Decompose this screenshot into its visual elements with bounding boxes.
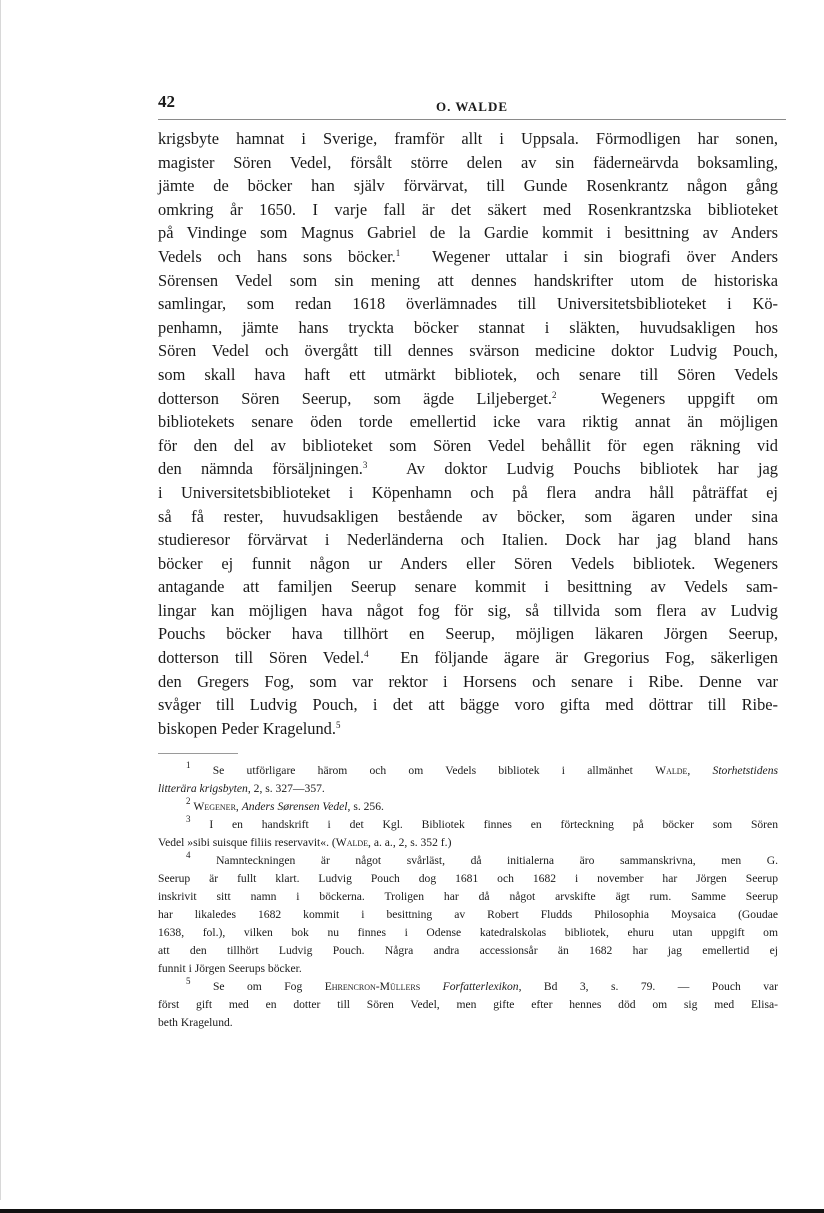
footnote-line: inskrivit sitt namn i böckerna. Troligen har då något arvskifte ägt rum. Samme Seerup (158, 890, 778, 903)
footnotes (158, 762, 778, 1032)
text-line: för den del av biblioteket som Sören Vedel behållit för egen räkning vid (158, 435, 778, 455)
text-line: lingar kan möjligen hava något fog för sig, så tillvida som flera av Ludvig (158, 600, 778, 620)
text-fragment: Vedels och hans sons böcker. (158, 246, 396, 266)
footnote-line: Seerup är fullt klart. Ludvig Pouch dog 1681 och 1682 i november har Jörgen Seerup (158, 872, 778, 885)
footnote-3 (158, 816, 778, 852)
running-head: O. WALDE (435, 99, 509, 114)
text-fragment: Vedel »sibi suisque filiis reservavit«. ( (158, 836, 336, 849)
footnote-line: har likaledes 1682 kommit i besittning av Robert Fludds Philosophia Moysaica (Goudae (158, 908, 778, 921)
text-line: Sörensen Vedel som sin mening att dennes handskrifter utom de historiska (158, 270, 778, 290)
header-rule (158, 119, 786, 120)
author-name: Ehrencron-Müllers (324, 980, 421, 993)
text-fragment: Se utförligare härom och om Vedels bibliotek i allmänhet (212, 764, 656, 777)
text-line: omkring år 1650. I varje fall är det säkert med Rosenkrantzska biblioteket (158, 199, 778, 219)
text-line: samlingar, som redan 1618 överlämnades till Universitetsbiblioteket i Kö- (158, 294, 778, 314)
page-number: 42 (158, 92, 175, 111)
footnote-line (158, 852, 778, 870)
text-fragment: Wegener uttalar i sin biografi över Anders (432, 246, 779, 266)
text-line: som skall hava haft ett utmärkt bibliotek, och senare till Sören Vedels (158, 364, 778, 384)
text-fragment: , a. a., 2, s. 352 f.) (368, 836, 452, 849)
footnote-5 (158, 978, 778, 1032)
text-fragment: den nämnda försäljningen. (158, 459, 363, 479)
footnote-line: först gift med en dotter till Sören Vedel, men gifte efter hennes död om sig med Elisa- (158, 998, 778, 1011)
footnote-ref-5: 5 (335, 719, 341, 730)
body-text (158, 127, 778, 740)
scan-bottom-edge (0, 1209, 824, 1213)
footnote-line (158, 978, 778, 996)
text-line: i Universitetsbiblioteket i Köpenhamn och på flera andra håll påträffat ej (158, 482, 778, 502)
text-line: så få rester, huvudsakligen bestående av böcker, som ägaren under sina (158, 506, 778, 526)
footnote-mark: 4 (186, 850, 191, 860)
text-fragment: , (687, 764, 713, 777)
footnote-ref-4: 4 (364, 649, 369, 660)
text-line (158, 457, 778, 481)
footnote-mark: 3 (186, 814, 191, 824)
text-fragment: En följande ägare är Gregorius Fog, säkerligen (400, 648, 778, 668)
text-fragment: Se om Fog (212, 980, 325, 993)
author-name: Wegener (193, 800, 236, 813)
footnote-2 (158, 798, 778, 816)
text-line: böcker ej funnit någon ur Anders eller Sören Vedels bibliotek. Wegeners (158, 553, 778, 573)
text-line (158, 646, 778, 670)
footnote-separator (158, 753, 238, 754)
text-line (158, 717, 778, 741)
text-line: jämte de böcker han själv förvärvat, till Gunde Rosenkrantz någon gång (158, 176, 778, 196)
text-line: på Vindinge som Magnus Gabriel de la Gardie kommit i besittning av Anders (158, 223, 778, 243)
author-name: Walde (335, 836, 369, 849)
footnote-line (158, 834, 778, 852)
footnote-mark: 1 (186, 760, 191, 770)
text-line: svåger till Ludvig Pouch, i det att bägge voro gifta med döttrar till Ribe- (158, 695, 778, 715)
author-name: Walde (655, 764, 688, 777)
text-line: krigsbyte hamnat i Sverige, framför allt i Uppsala. Förmodligen har sonen, (158, 129, 778, 148)
text-line: antagande att familjen Seerup senare kommit i besittning av Vedels sam- (158, 577, 778, 597)
footnote-line: att den tillhört Ludvig Pouch. Några andra accessionsår än 1682 har jag emellertid ej (158, 944, 778, 957)
text-fragment: dotterson till Sören Vedel. (158, 648, 365, 668)
text-fragment: Namnteckningen är något svårläst, då initialerna äro sammanskrivna, men G. (216, 854, 778, 867)
text-fragment: , Bd 3, s. 79. — Pouch var (518, 980, 779, 993)
text-fragment: , (235, 800, 242, 813)
text-fragment: I en handskrift i det Kgl. Bibliotek finnes en förteckning på böcker som Sören (209, 818, 778, 831)
text-line (158, 245, 778, 269)
text-fragment: , 2, s. 327—357. (247, 782, 325, 795)
footnote-line (158, 780, 778, 798)
text-line: Sören Vedel och övergått till dennes svärson medicine doktor Ludvig Pouch, (158, 341, 778, 361)
work-title: litterära krigsbyten (158, 782, 248, 795)
text-line: magister Sören Vedel, försålt större delen av sin fäderneärvda boksamling, (158, 152, 778, 172)
footnote-line: 1638, fol.), vilken bok nu finnes i Odense katedralskolas bibliotek, ehuru utan uppgift om (158, 926, 778, 939)
footnote-ref-2: 2 (552, 389, 557, 400)
text-fragment: Av doktor Ludvig Pouchs bibliotek har jag (406, 459, 778, 479)
footnote-ref-1: 1 (395, 247, 401, 258)
footnote-line: beth Kragelund. (158, 1016, 233, 1029)
page-header (158, 92, 786, 120)
footnote-mark: 5 (186, 976, 191, 986)
footnote-ref-3: 3 (362, 460, 368, 471)
footnote-line: funnit i Jörgen Seerups böcker. (158, 962, 302, 975)
text-fragment: dotterson Sören Seerup, som ägde Liljeberget. (158, 388, 553, 408)
footnote-1 (158, 762, 778, 798)
text-line: penhamn, jämte hans tryckta böcker stannat i släkten, huvudsakligen hos (158, 317, 778, 337)
work-title: Storhetstidens (712, 764, 779, 777)
footnote-4 (158, 852, 778, 978)
footnote-line (158, 762, 778, 780)
text-fragment: Wegeners uppgift om (601, 388, 778, 408)
text-line: Pouchs böcker hava tillhört en Seerup, möjligen läkaren Jörgen Seerup, (158, 624, 778, 644)
text-line: bibliotekets senare öden torde emellertid icke vara riktig annat än möjligen (158, 412, 778, 432)
text-fragment: , s. 256. (347, 800, 384, 813)
text-line: den Gregers Fog, som var rektor i Horsens och senare i Ribe. Denne var (158, 671, 778, 691)
work-title: Anders Sørensen Vedel (241, 800, 348, 813)
footnote-mark: 2 (186, 796, 191, 806)
text-fragment: biskopen Peder Kragelund. (158, 718, 336, 738)
work-title: Forfatterlexikon (442, 980, 519, 993)
text-line: studieresor förvärvat i Nederländerna och Italien. Dock har jag bland hans (158, 530, 778, 550)
footnote-line (158, 816, 778, 834)
page-edge (0, 0, 1, 1200)
text-line (158, 387, 778, 411)
footnote-line (158, 798, 778, 816)
text-fragment (420, 980, 442, 993)
